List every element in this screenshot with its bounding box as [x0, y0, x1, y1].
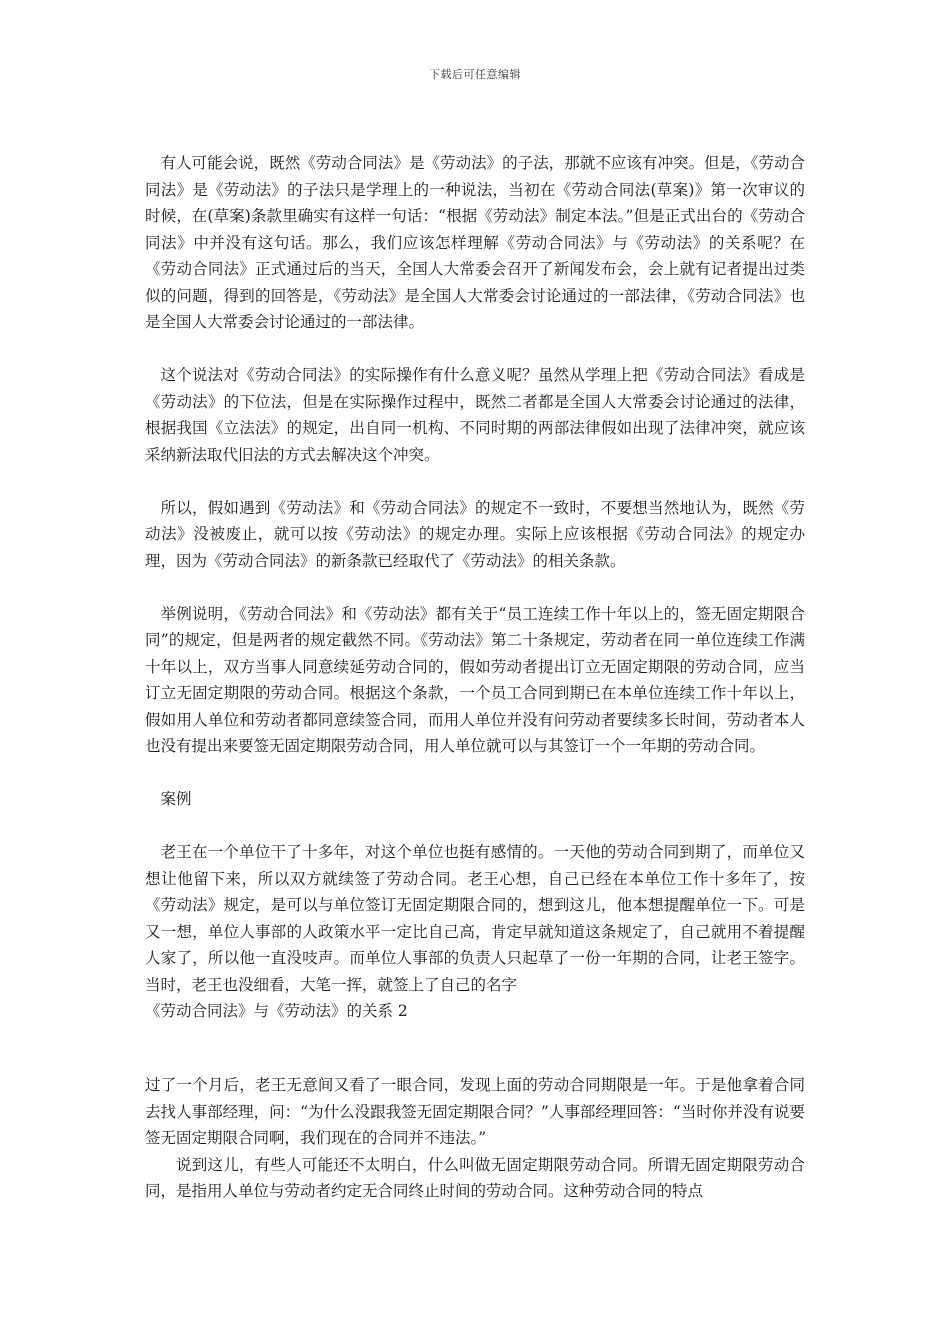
paragraph: 老王在一个单位干了十多年，对这个单位也挺有感情的。一天他的劳动合同到期了，而单位又想让他留下来，所以双方就续签了劳动合同。老王心想，自己已经在本单位工作十多年了，按《劳动法》规定，是可以与单位签订无固定期限合同的，想到这儿，他本想提醒单位一下。可是又一想，单位人事部的人政策水平一定比自己高，肯定早就知道这条规定了，自己就用不着提醒人家了，所以他一直没吱声。而单位人事部的负责人只起草了一份一年期的合同，让老王签字。当时，老王也没细看，大笔一挥，就签上了自己的名字	[145, 843, 805, 994]
paragraph: 所以，假如遇到《劳动法》和《劳动合同法》的规定不一致时，不要想当然地认为，既然《劳动法》没被废止，就可以按《劳动法》的规定办理。实际上应该根据《劳动合同法》的规定办理，因为《劳动合同法》的新条款已经取代了《劳动法》的相关条款。	[145, 498, 805, 570]
document-body	[145, 150, 805, 1025]
page-header: 下载后可任意编辑	[429, 68, 521, 81]
paragraph: 举例说明，《劳动合同法》和《劳动法》都有关于“员工连续工作十年以上的，签无固定期限合同”的规定，但是两者的规定截然不同。《劳动法》第二十条规定，劳动者在同一单位连续工作满十年以上，双方当事人同意续延劳动合同的，假如劳动者提出订立无固定期限的劳动合同，应当订立无固定期限的劳动合同。根据这个条款，一个员工合同到期已在本单位连续工作十年以上，假如用人单位和劳动者都同意续签合同，而用人单位并没有问劳动者要续多长时间，劳动者本人也没有提出来要签无固定期限劳动合同，用人单位就可以与其签订一个一年期的劳动合同。	[145, 604, 805, 755]
paragraph: 这个说法对《劳动合同法》的实际操作有什么意义呢？虽然从学理上把《劳动合同法》看成是《劳动法》的下位法，但是在实际操作过程中，既然二者都是全国人大常委会讨论通过的法律，根据我国《立法法》的规定，出自同一机构、不同时期的两部法律假如出现了法律冲突，就应该采纳新法取代旧法的方式去解决这个冲突。	[145, 366, 805, 464]
paragraph: 有人可能会说，既然《劳动合同法》是《劳动法》的子法，那就不应该有冲突。但是，《劳动合同法》是《劳动法》的子法只是学理上的一种说法，当初在《劳动合同法(草案)》第一次审议的时候，在(草案)条款里确实有这样一句话：“根据《劳动法》制定本法。”但是正式出台的《劳动合同法》中并没有这句话。那么，我们应该怎样理解《劳动合同法》与《劳动法》的关系呢？在《劳动合同法》正式通过后的当天，全国人大常委会召开了新闻发布会，会上就有记者提出过类似的问题，得到的回答是，《劳动法》是全国人大常委会讨论通过的一部法律，《劳动合同法》也是全国人大常委会讨论通过的一部法律。	[145, 154, 805, 331]
paragraph: 过了一个月后，老王无意间又看了一眼合同，发现上面的劳动合同期限是一年。于是他拿着合同去找人事部经理，问：“为什么没跟我签无固定期限合同？”人事部经理回答：“当时你并没有说要签无固定期限合同啊，我们现在的合同并不违法。”	[145, 1076, 805, 1147]
document-title-line: 《劳动合同法》与《劳动法》的关系 2	[145, 1002, 408, 1020]
document-body-continued	[145, 1072, 805, 1205]
section-heading: 案例	[160, 790, 192, 808]
paragraph: 说到这儿，有些人可能还不太明白，什么叫做无固定期限劳动合同。所谓无固定期限劳动合同，是指用人单位与劳动者约定无合同终止时间的劳动合同。这种劳动合同的特点	[145, 1155, 805, 1200]
